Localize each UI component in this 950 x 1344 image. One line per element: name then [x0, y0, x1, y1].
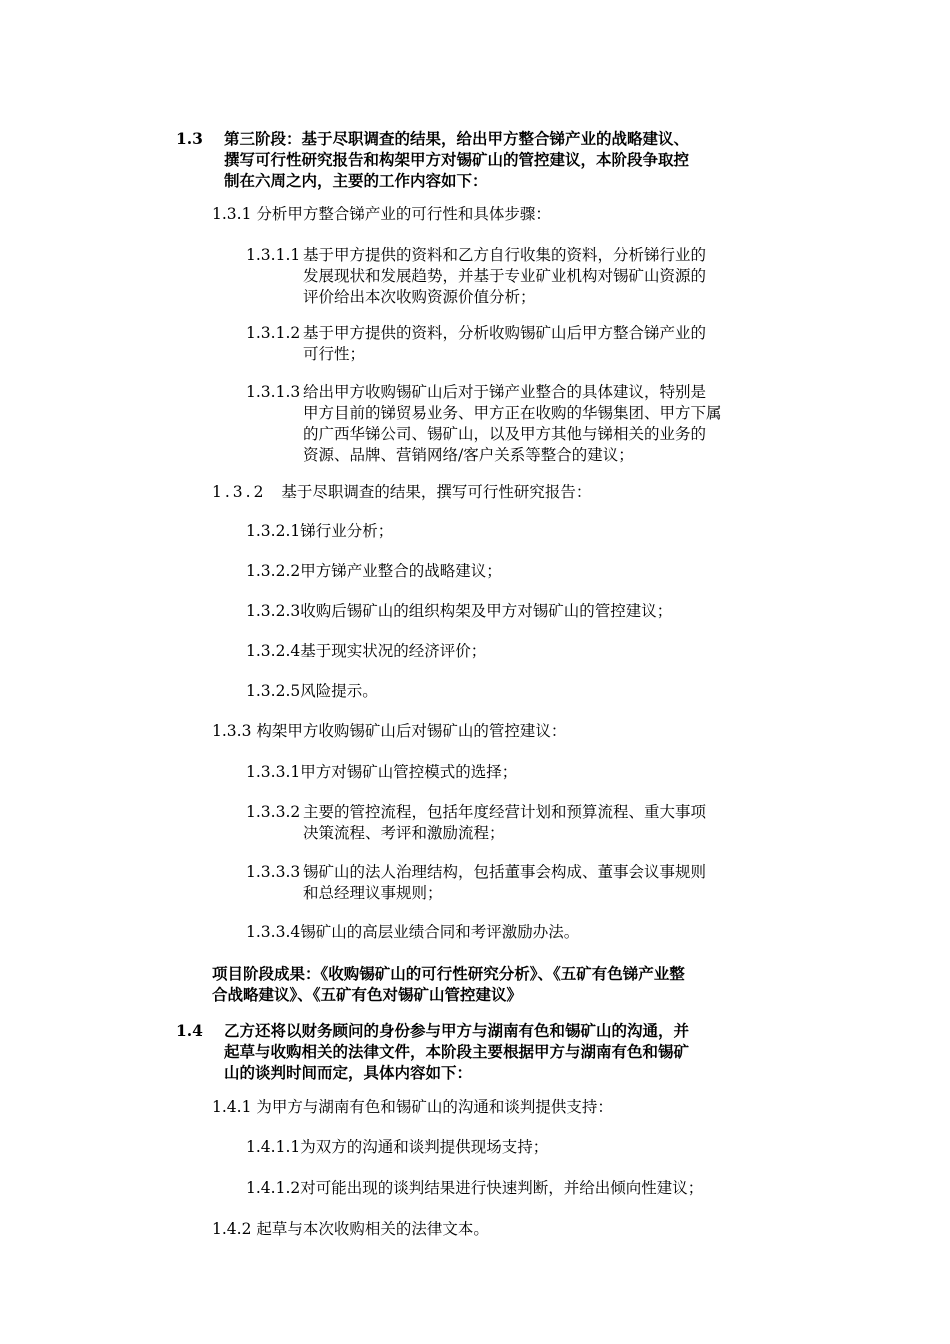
- section-1-3-3-1: [246, 762, 826, 783]
- text-line: 起草与收购相关的法律文件，本阶段主要根据甲方与湖南有色和锡矿: [224, 1042, 690, 1061]
- text-line: 发展现状和发展趋势，并基于专业矿业机构对锡矿山资源的: [303, 267, 707, 285]
- section-text: [303, 245, 826, 308]
- text-line: 甲方目前的锑贸易业务、甲方正在收购的华锡集团、甲方下属: [303, 404, 722, 422]
- text-line: 撰写可行性研究报告和构架甲方对锡矿山的管控建议，本阶段争取控: [224, 150, 690, 169]
- section-1-4-1-2: [246, 1178, 846, 1199]
- section-text: 为甲方与湖南有色和锡矿山的沟通和谈判提供支持：: [256, 1098, 613, 1116]
- text-line: 基于甲方提供的资料，分析收购锡矿山后甲方整合锑产业的: [303, 324, 707, 342]
- section-text: [303, 862, 826, 904]
- section-number: 1.3.2.2: [246, 562, 301, 580]
- section-1-3-1-1: [246, 245, 826, 308]
- section-1-3-3-2: [246, 802, 826, 844]
- section-text: 锑行业分析；: [300, 522, 394, 540]
- stage-result: [212, 963, 832, 1005]
- section-1-3-3-3: [246, 862, 826, 904]
- section-1-3-2-4: [246, 641, 826, 662]
- section-1-3-1-2: [246, 323, 826, 365]
- section-text: 锡矿山的高层业绩合同和考评激励办法。: [300, 923, 580, 941]
- text-line: 的广西华锑公司、锡矿山，以及甲方其他与锑相关的业务的: [303, 425, 707, 443]
- section-1-3-2-5: [246, 681, 826, 702]
- section-1-3-3: [212, 721, 812, 742]
- section-number: 1.3.2.3: [246, 602, 301, 620]
- section-1-3-3-4: [246, 922, 826, 943]
- section-text: 分析甲方整合锑产业的可行性和具体步骤：: [256, 205, 551, 223]
- section-number: 1.3.2.4: [246, 642, 301, 660]
- section-1-4-2: [212, 1219, 812, 1240]
- section-1-4-1-1: [246, 1137, 826, 1158]
- section-number: 1.4.2: [212, 1220, 252, 1238]
- text-line: 山的谈判时间而定，具体内容如下：: [224, 1063, 473, 1082]
- section-text: 风险提示。: [300, 682, 378, 700]
- text-line: 和总经理议事规则；: [303, 884, 443, 902]
- section-number: 1.4.1.2: [246, 1179, 301, 1197]
- section-1-3-1: [212, 204, 812, 225]
- text-line: 可行性；: [303, 345, 366, 363]
- section-number: 1.4: [176, 1021, 203, 1040]
- section-number: 1.3.3: [212, 722, 252, 740]
- section-text: [224, 128, 826, 191]
- section-text: [303, 323, 826, 365]
- section-number: 1.3.1.1: [246, 246, 301, 264]
- text-line: 资源、品牌、营销网络/客户关系等整合的建议；: [303, 446, 634, 464]
- section-text: 为双方的沟通和谈判提供现场支持；: [300, 1138, 549, 1156]
- text-line: 锡矿山的法人治理结构，包括董事会构成、董事会议事规则: [303, 863, 707, 881]
- section-text: 基于现实状况的经济评价；: [300, 642, 487, 660]
- section-number: 1.3.3.1: [246, 763, 301, 781]
- section-number: 1.3.1.2: [246, 324, 301, 342]
- section-number: 1.3.1: [212, 205, 252, 223]
- section-text: [303, 382, 826, 466]
- section-number: 1.3.2.5: [246, 682, 301, 700]
- section-number: 1.3.1.3: [246, 383, 301, 401]
- text-line: 合战略建议》、《五矿有色对锡矿山管控建议》: [212, 985, 523, 1004]
- section-number: 1.3: [176, 129, 203, 148]
- section-number: 1.4.1.1: [246, 1138, 301, 1156]
- section-number: 1.3.3.4: [246, 923, 301, 941]
- section-text: [303, 802, 826, 844]
- section-text: 甲方锑产业整合的战略建议；: [300, 562, 502, 580]
- section-1-3-2-1: [246, 521, 826, 542]
- section-text: [224, 1020, 826, 1083]
- section-text: 基于尽职调查的结果，撰写可行性研究报告：: [281, 483, 592, 501]
- section-number: 1.3.2: [212, 483, 267, 501]
- section-1-4-1: [212, 1097, 812, 1118]
- text-line: 决策流程、考评和激励流程；: [303, 824, 505, 842]
- text-line: 制在六周之内，主要的工作内容如下：: [224, 171, 488, 190]
- section-1-3-1-3: [246, 382, 826, 466]
- section-number: 1.4.1: [212, 1098, 252, 1116]
- text-line: 给出甲方收购锡矿山后对于锑产业整合的具体建议，特别是: [303, 383, 707, 401]
- section-1-3-2: [212, 482, 812, 503]
- text-line: 乙方还将以财务顾问的身份参与甲方与湖南有色和锡矿山的沟通，并: [224, 1021, 690, 1040]
- section-1-4: [176, 1020, 826, 1083]
- text-line: 第三阶段：基于尽职调查的结果，给出甲方整合锑产业的战略建议、: [224, 129, 690, 148]
- section-1-3-2-2: [246, 561, 826, 582]
- section-text: 构架甲方收购锡矿山后对锡矿山的管控建议：: [256, 722, 567, 740]
- section-number: 1.3.2.1: [246, 522, 301, 540]
- text-line: 项目阶段成果：《收购锡矿山的可行性研究分析》、《五矿有色锑产业整: [212, 964, 685, 983]
- section-1-3: [176, 128, 826, 191]
- text-line: 主要的管控流程，包括年度经营计划和预算流程、重大事项: [303, 803, 707, 821]
- section-text: 收购后锡矿山的组织构架及甲方对锡矿山的管控建议；: [300, 602, 673, 620]
- section-number: 1.3.3.2: [246, 803, 301, 821]
- section-1-3-2-3: [246, 601, 826, 622]
- section-text: 起草与本次收购相关的法律文本。: [256, 1220, 489, 1238]
- text-line: 基于甲方提供的资料和乙方自行收集的资料，分析锑行业的: [303, 246, 707, 264]
- text-line: 评价给出本次收购资源价值分析；: [303, 288, 536, 306]
- section-number: 1.3.3.3: [246, 863, 301, 881]
- section-text: 对可能出现的谈判结果进行快速判断，并给出倾向性建议；: [300, 1179, 704, 1197]
- section-text: 甲方对锡矿山管控模式的选择；: [300, 763, 518, 781]
